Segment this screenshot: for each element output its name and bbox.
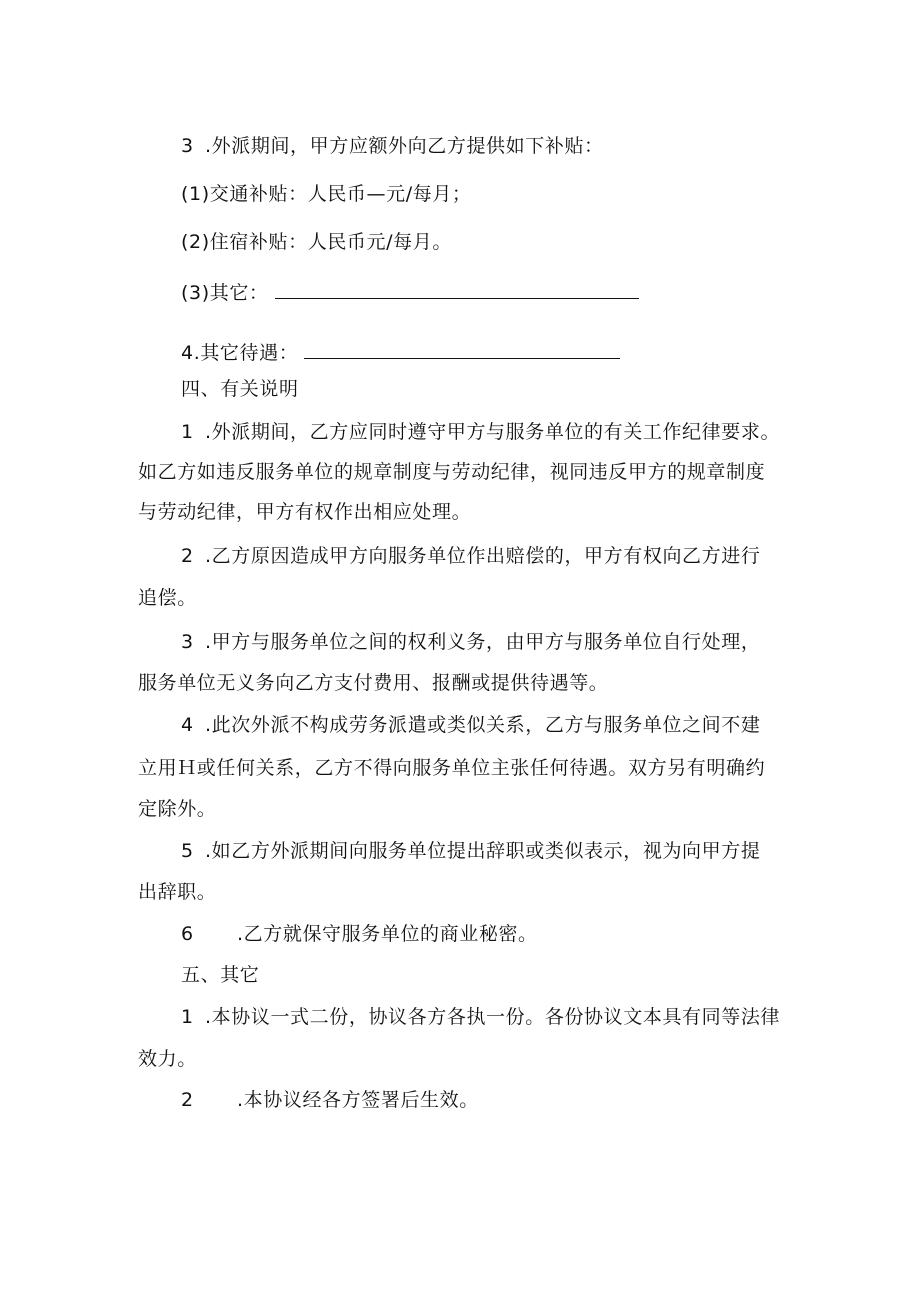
- s5-item1-line1: [181, 1005, 780, 1029]
- s5-item1-line2: 效力。: [138, 1048, 197, 1070]
- item-number: 3: [181, 135, 194, 157]
- s4-item1-line2: 如乙方如违反服务单位的规章制度与劳动纪律，视同违反甲方的规章制度: [138, 461, 766, 483]
- allowance-transport: (1)交通补贴：人民币—元/每月；: [181, 183, 472, 205]
- item4-other-benefits: [181, 338, 620, 365]
- s4-item3-line2: 服务单位无义务向乙方支付费用、报酬或提供待遇等。: [138, 672, 609, 694]
- other-benefits-label: 4.其它待遇：: [181, 342, 299, 364]
- item-number: 1: [181, 1006, 194, 1028]
- item-text: .本协议经各方签署后生效。: [237, 1089, 479, 1111]
- item-text: .乙方原因造成甲方向服务单位作出赔偿的，甲方有权向乙方进行: [205, 545, 761, 567]
- s4-item2-line2: 追偿。: [138, 587, 197, 609]
- item-number: 1: [181, 421, 194, 443]
- item-text: .外派期间，甲方应额外向乙方提供如下补贴：: [205, 135, 604, 157]
- item-text: .本协议一式二份，协议各方各执一份。各份协议文本具有同等法律: [205, 1006, 781, 1028]
- s4-item4-line3: 定除外。: [138, 798, 217, 820]
- item-text: .此次外派不构成劳务派遣或类似关系，乙方与服务单位之间不建: [205, 714, 761, 736]
- item-text: .外派期间，乙方应同时遵守甲方与服务单位的有关工作纪律要求。: [205, 421, 781, 443]
- s5-item2-line1: [181, 1088, 479, 1112]
- item3-allowance-intro: [181, 134, 604, 158]
- allowance-other-label: (3)其它：: [181, 282, 269, 304]
- item-number: 5: [181, 840, 194, 862]
- item-number: 2: [181, 545, 194, 567]
- item-number: 3: [181, 631, 194, 653]
- s4-item1-line1: [181, 420, 780, 444]
- item-number: 6: [181, 923, 194, 945]
- allowance-other-blank: [275, 278, 639, 299]
- item-text: .乙方就保守服务单位的商业秘密。: [237, 923, 538, 945]
- s4-item2-line1: [181, 544, 760, 568]
- s4-item5-line1: [181, 839, 760, 863]
- s4-item3-line1: [181, 630, 760, 654]
- item-number: 2: [181, 1089, 194, 1111]
- s4-item6-line1: [181, 922, 538, 946]
- section4-heading: 四、有关说明: [181, 378, 299, 400]
- item-text: .如乙方外派期间向服务单位提出辞职或类似表示，视为向甲方提: [205, 840, 761, 862]
- allowance-other: [181, 278, 639, 305]
- s4-item4-line2: 立用Ｈ或任何关系，乙方不得向服务单位主张任何待遇。双方另有明确约: [138, 757, 766, 779]
- s4-item1-line3: 与劳动纪律，甲方有权作出相应处理。: [138, 501, 472, 523]
- section5-heading: 五、其它: [181, 964, 260, 986]
- allowance-housing: (2)住宿补贴：人民币元/每月。: [181, 231, 452, 253]
- item-text: .甲方与服务单位之间的权利义务，由甲方与服务单位自行处理，: [205, 631, 761, 653]
- other-benefits-blank: [304, 338, 620, 359]
- s4-item4-line1: [181, 713, 760, 737]
- item-number: 4: [181, 714, 194, 736]
- s4-item5-line2: 出辞职。: [138, 881, 217, 903]
